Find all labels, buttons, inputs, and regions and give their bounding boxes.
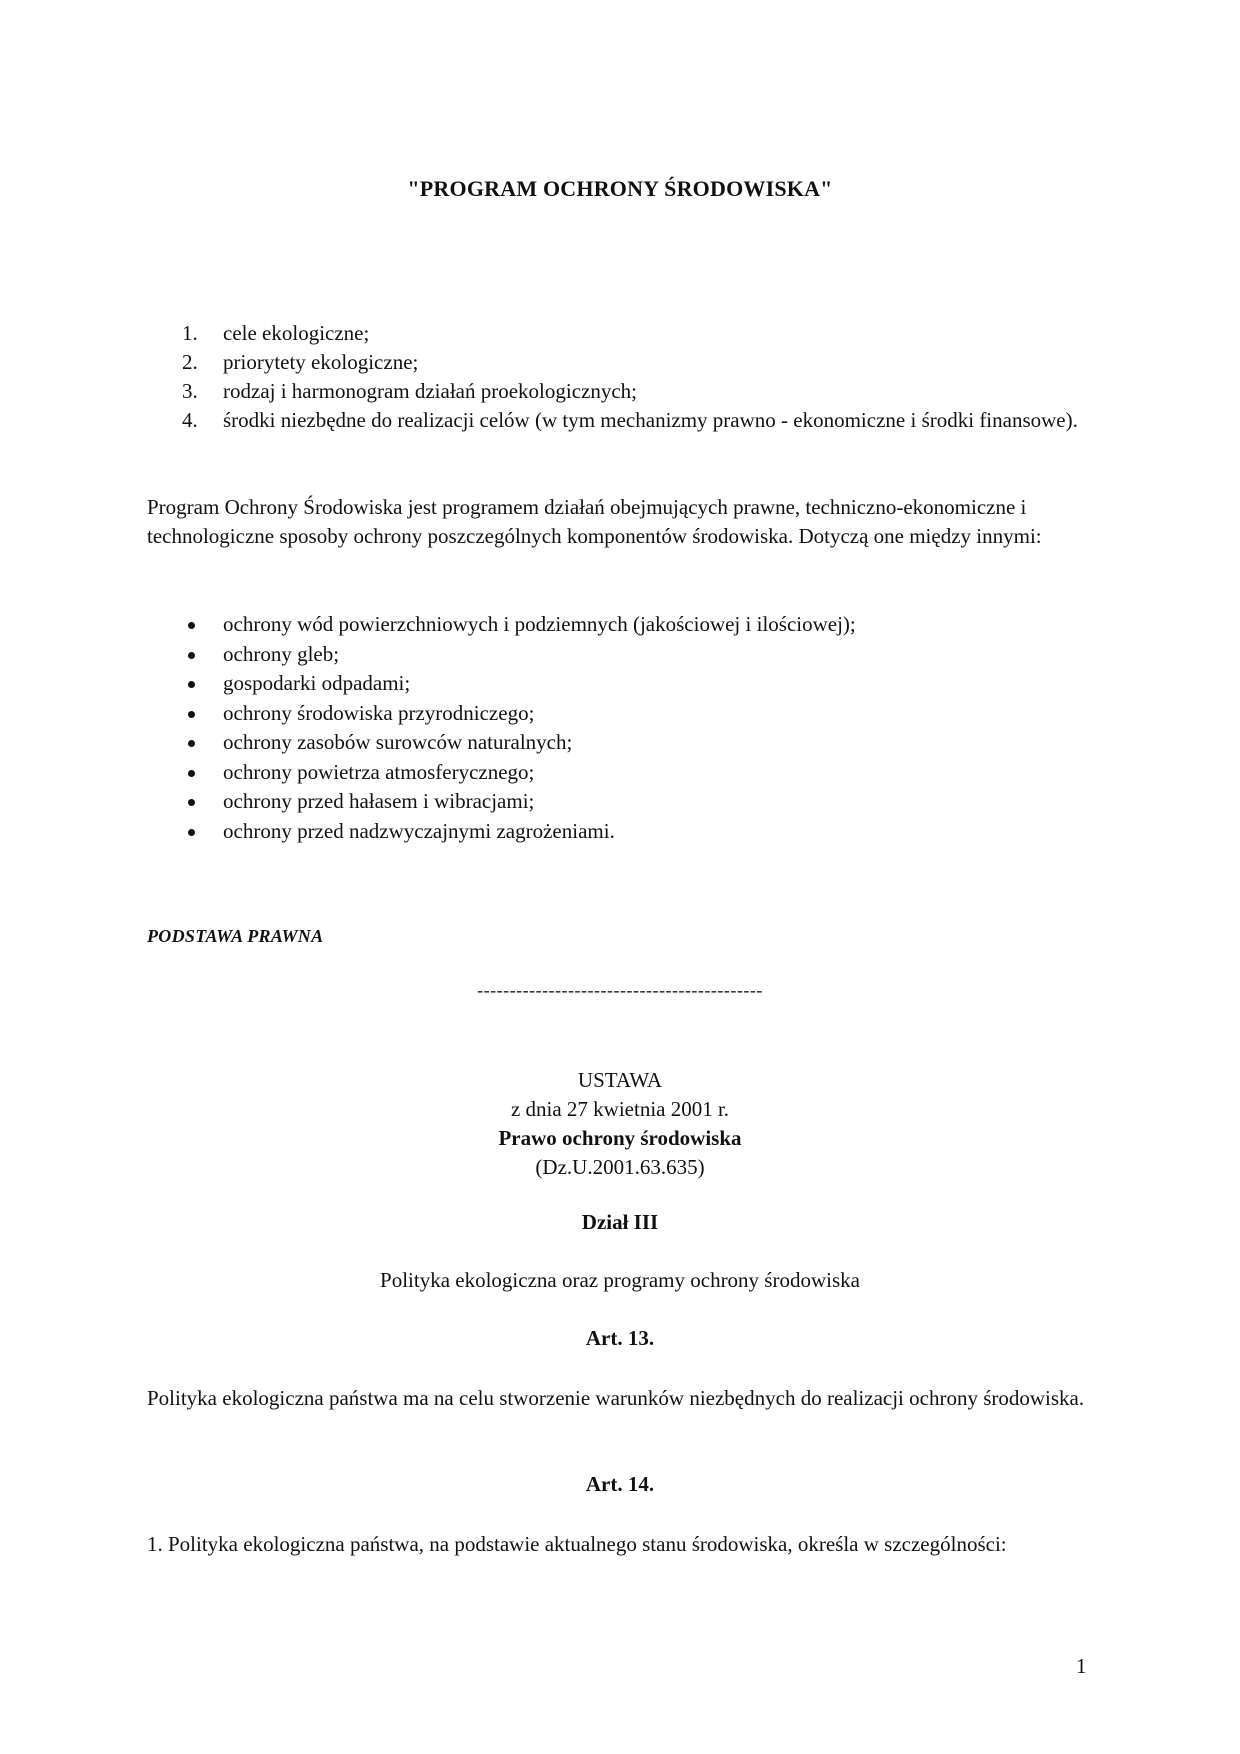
ustawa-date: z dnia 27 kwietnia 2001 r. xyxy=(510,1097,730,1121)
list-item xyxy=(182,640,856,670)
bullet-icon xyxy=(182,669,223,699)
list-number: 2. xyxy=(182,350,198,374)
intro-paragraph: Program Ochrony Środowiska jest programem działań obejmujących prawne, techniczno-ekonomiczne i technologiczne sposoby ochrony poszczególnych komponentów środowiska. Dotyczą one między innymi: xyxy=(147,495,1042,548)
list-item xyxy=(182,377,1083,406)
art13-heading: Art. 13. xyxy=(585,1326,655,1350)
page-number: 1 xyxy=(1076,1654,1087,1678)
list-item xyxy=(182,319,1083,348)
art14-heading: Art. 14. xyxy=(585,1472,655,1496)
bullet-icon xyxy=(182,610,223,640)
dzial-heading: Dział III xyxy=(581,1210,659,1234)
list-text: ochrony powietrza atmosferycznego; xyxy=(223,759,535,784)
list-text: środki niezbędne do realizacji celów (w tym mechanizmy prawno - ekonomiczne i środki finansowe). xyxy=(223,408,1078,432)
list-item xyxy=(182,758,856,788)
list-item xyxy=(182,699,856,729)
ustawa-reference: (Dz.U.2001.63.635) xyxy=(535,1155,705,1179)
bullet-icon xyxy=(182,758,223,788)
list-text: priorytety ekologiczne; xyxy=(223,350,419,374)
bullet-icon xyxy=(182,787,223,817)
list-item xyxy=(182,787,856,817)
art13-text: Polityka ekologiczna państwa ma na celu stworzenie warunków niezbędnych do realizacji ochrony środowiska. xyxy=(147,1386,1085,1410)
list-text: ochrony przed nadzwyczajnymi zagrożeniami. xyxy=(223,818,615,843)
bullet-icon xyxy=(182,640,223,670)
numbered-list xyxy=(182,319,1083,435)
document-title: "PROGRAM OCHRONY ŚRODOWISKA" xyxy=(407,176,833,201)
dzial-subtitle: Polityka ekologiczna oraz programy ochrony środowiska xyxy=(380,1268,860,1292)
list-text: ochrony zasobów surowców naturalnych; xyxy=(223,730,573,754)
art14-text: 1. Polityka ekologiczna państwa, na podstawie aktualnego stanu środowiska, określa w szczególności: xyxy=(147,1532,1007,1556)
list-item xyxy=(182,610,856,640)
bullet-icon xyxy=(182,728,223,758)
ustawa-name: Prawo ochrony środowiska xyxy=(498,1126,742,1150)
list-text: ochrony gleb; xyxy=(223,641,340,666)
list-text: ochrony wód powierzchniowych i podziemnych (jakościowej i ilościowej); xyxy=(223,612,856,636)
list-number: 1. xyxy=(182,321,198,345)
list-number: 4. xyxy=(182,408,198,432)
bullet-icon xyxy=(182,699,223,729)
section-label: PODSTAWA PRAWNA xyxy=(147,926,324,946)
list-text: rodzaj i harmonogram działań proekologicznych; xyxy=(223,379,638,403)
list-text: gospodarki odpadami; xyxy=(223,671,411,695)
bullet-icon xyxy=(182,817,223,847)
list-text: ochrony przed hałasem i wibracjami; xyxy=(223,789,535,813)
list-text: ochrony środowiska przyrodniczego; xyxy=(223,700,535,725)
list-text: cele ekologiczne; xyxy=(223,321,370,345)
list-item xyxy=(182,728,856,758)
bullet-list xyxy=(182,610,856,846)
list-item xyxy=(182,406,1083,435)
list-item xyxy=(182,348,1083,377)
ustawa-header xyxy=(0,1066,1240,1182)
list-item xyxy=(182,669,856,699)
ustawa-heading: USTAWA xyxy=(577,1068,663,1092)
list-number: 3. xyxy=(182,379,198,403)
list-item xyxy=(182,817,856,847)
divider: -------------------------------------------- xyxy=(477,980,763,1000)
